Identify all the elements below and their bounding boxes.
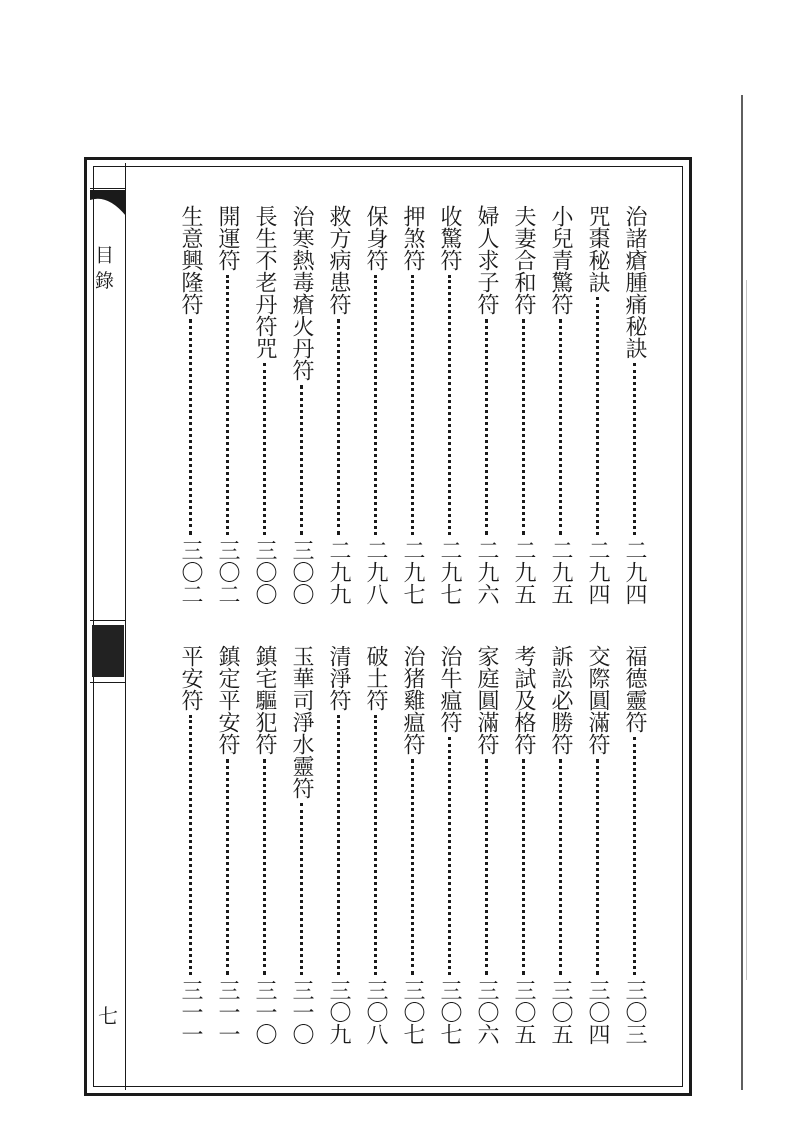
toc-entry[interactable] (398, 205, 426, 605)
toc-entry-page: 三〇九 (326, 979, 351, 1045)
toc-leader-dots (522, 319, 525, 535)
toc-entry-page: 三〇五 (511, 979, 536, 1045)
toc-entry-title: 收驚符 (437, 205, 462, 271)
toc-entry[interactable] (583, 205, 611, 605)
toc-leader-dots (189, 319, 192, 535)
fishtail-ornament-middle (92, 625, 124, 677)
toc-leader-dots (485, 759, 488, 975)
toc-entry-title: 家庭圓滿符 (474, 645, 499, 755)
toc-entry-title: 清淨符 (326, 645, 351, 711)
toc-entry[interactable] (176, 645, 204, 1045)
page-edge-shadow (746, 280, 747, 980)
toc-entry-title: 婦人求子符 (474, 205, 499, 315)
toc-entry-page: 三〇七 (400, 979, 425, 1045)
toc-leader-dots (337, 319, 340, 535)
toc-entry-page: 二九四 (585, 539, 610, 605)
toc-leader-dots (226, 275, 229, 535)
toc-entry[interactable] (398, 645, 426, 1045)
toc-entry-title: 押煞符 (400, 205, 425, 271)
toc-entry-title: 鎮定平安符 (215, 645, 240, 755)
toc-entry-page: 三〇五 (548, 979, 573, 1045)
toc-entry-title: 長生不老丹符咒 (252, 205, 277, 359)
section-title: 目 錄 (92, 245, 114, 290)
toc-entry-page: 三一一 (178, 979, 203, 1045)
toc-entry-title: 咒棗秘訣 (585, 205, 610, 293)
toc-entry-page: 二九五 (548, 539, 573, 605)
spine-divider (90, 682, 126, 683)
toc-entry-title: 救方病患符 (326, 205, 351, 315)
toc-entry[interactable] (546, 205, 574, 605)
toc-entry-title: 保身符 (363, 205, 388, 271)
toc-entry-title: 治諸瘡腫痛秘訣 (622, 205, 647, 359)
toc-leader-dots (411, 275, 414, 535)
toc-entry[interactable] (620, 645, 648, 1045)
toc-entry-page: 二九七 (400, 539, 425, 605)
toc-entry-title: 平安符 (178, 645, 203, 711)
toc-entry-title: 交際圓滿符 (585, 645, 610, 755)
toc-entry-title: 治猪雞瘟符 (400, 645, 425, 755)
toc-leader-dots (337, 715, 340, 975)
toc-entry[interactable] (472, 205, 500, 605)
toc-entry-title: 治牛瘟符 (437, 645, 462, 733)
toc-leader-dots (411, 759, 414, 975)
toc-leader-dots (522, 759, 525, 975)
spine-divider (90, 620, 126, 621)
toc-entry-page: 二九九 (326, 539, 351, 605)
toc-leader-dots (559, 319, 562, 535)
toc-leader-dots (448, 275, 451, 535)
toc-entry-title: 開運符 (215, 205, 240, 271)
toc-entry-page: 三一一 (215, 979, 240, 1045)
toc-leader-dots (633, 737, 636, 975)
toc-entry-page: 三〇八 (363, 979, 388, 1045)
toc-entry-page: 二九八 (363, 539, 388, 605)
toc-leader-dots (374, 715, 377, 975)
toc-entry-page: 三〇〇 (252, 539, 277, 605)
toc-leader-dots (263, 759, 266, 975)
toc-entry-page: 三〇二 (215, 539, 240, 605)
toc-entry[interactable] (509, 205, 537, 605)
toc-entry-title: 夫妻合和符 (511, 205, 536, 315)
toc-entry[interactable] (509, 645, 537, 1045)
toc-entry[interactable] (176, 205, 204, 605)
toc-entry-page: 三〇七 (437, 979, 462, 1045)
toc-leader-dots (633, 363, 636, 535)
toc-entry[interactable] (213, 205, 241, 605)
toc-entry-title: 福德靈符 (622, 645, 647, 733)
toc-entry[interactable] (324, 205, 352, 605)
toc-leader-dots (448, 737, 451, 975)
toc-entry[interactable] (583, 645, 611, 1045)
toc-entry-title: 生意興隆符 (178, 205, 203, 315)
toc-leader-dots (263, 363, 266, 535)
toc-entry-page: 三一〇 (252, 979, 277, 1045)
toc-entry[interactable] (287, 205, 315, 605)
toc-entry[interactable] (250, 205, 278, 605)
toc-entry-page: 二九五 (511, 539, 536, 605)
toc-entry[interactable] (213, 645, 241, 1045)
toc-entry[interactable] (287, 645, 315, 1045)
page-number: 七 (98, 1004, 118, 1028)
toc-entry[interactable] (546, 645, 574, 1045)
toc-entry-title: 鎮宅驅犯符 (252, 645, 277, 755)
toc-entry[interactable] (620, 205, 648, 605)
toc-entry-page: 三〇三 (622, 979, 647, 1045)
toc-entry-page: 二九六 (474, 539, 499, 605)
toc-entry-page: 二九四 (622, 539, 647, 605)
toc-entry-title: 訴訟必勝符 (548, 645, 573, 755)
toc-entry-page: 三〇二 (178, 539, 203, 605)
toc-leader-dots (485, 319, 488, 535)
toc-entry-page: 三〇四 (585, 979, 610, 1045)
fishtail-ornament-top (90, 190, 126, 216)
toc-leader-dots (596, 759, 599, 975)
toc-entry[interactable] (361, 645, 389, 1045)
spine-divider (90, 188, 126, 189)
toc-leader-dots (374, 275, 377, 535)
toc-leader-dots (596, 297, 599, 535)
toc-leader-dots (559, 759, 562, 975)
toc-leader-dots (300, 385, 303, 535)
toc-entry[interactable] (435, 205, 463, 605)
toc-entry[interactable] (435, 645, 463, 1045)
toc-entry-page: 三〇六 (474, 979, 499, 1045)
toc-entry[interactable] (472, 645, 500, 1045)
toc-entry-title: 考試及格符 (511, 645, 536, 755)
toc-entry-page: 三〇〇 (289, 539, 314, 605)
toc-entry-page: 三一〇 (289, 979, 314, 1045)
toc-entry-page: 二九七 (437, 539, 462, 605)
page-edge-line (741, 95, 743, 1090)
toc-entry-title: 治寒熱毒瘡火丹符 (289, 205, 314, 381)
toc-entry[interactable] (250, 645, 278, 1045)
toc-leader-dots (189, 715, 192, 975)
toc-entry[interactable] (361, 205, 389, 605)
toc-entry-title: 小兒青驚符 (548, 205, 573, 315)
toc-leader-dots (300, 803, 303, 975)
toc-entry-title: 破土符 (363, 645, 388, 711)
toc-entry-title: 玉華司淨水靈符 (289, 645, 314, 799)
toc-leader-dots (226, 759, 229, 975)
toc-entry[interactable] (324, 645, 352, 1045)
